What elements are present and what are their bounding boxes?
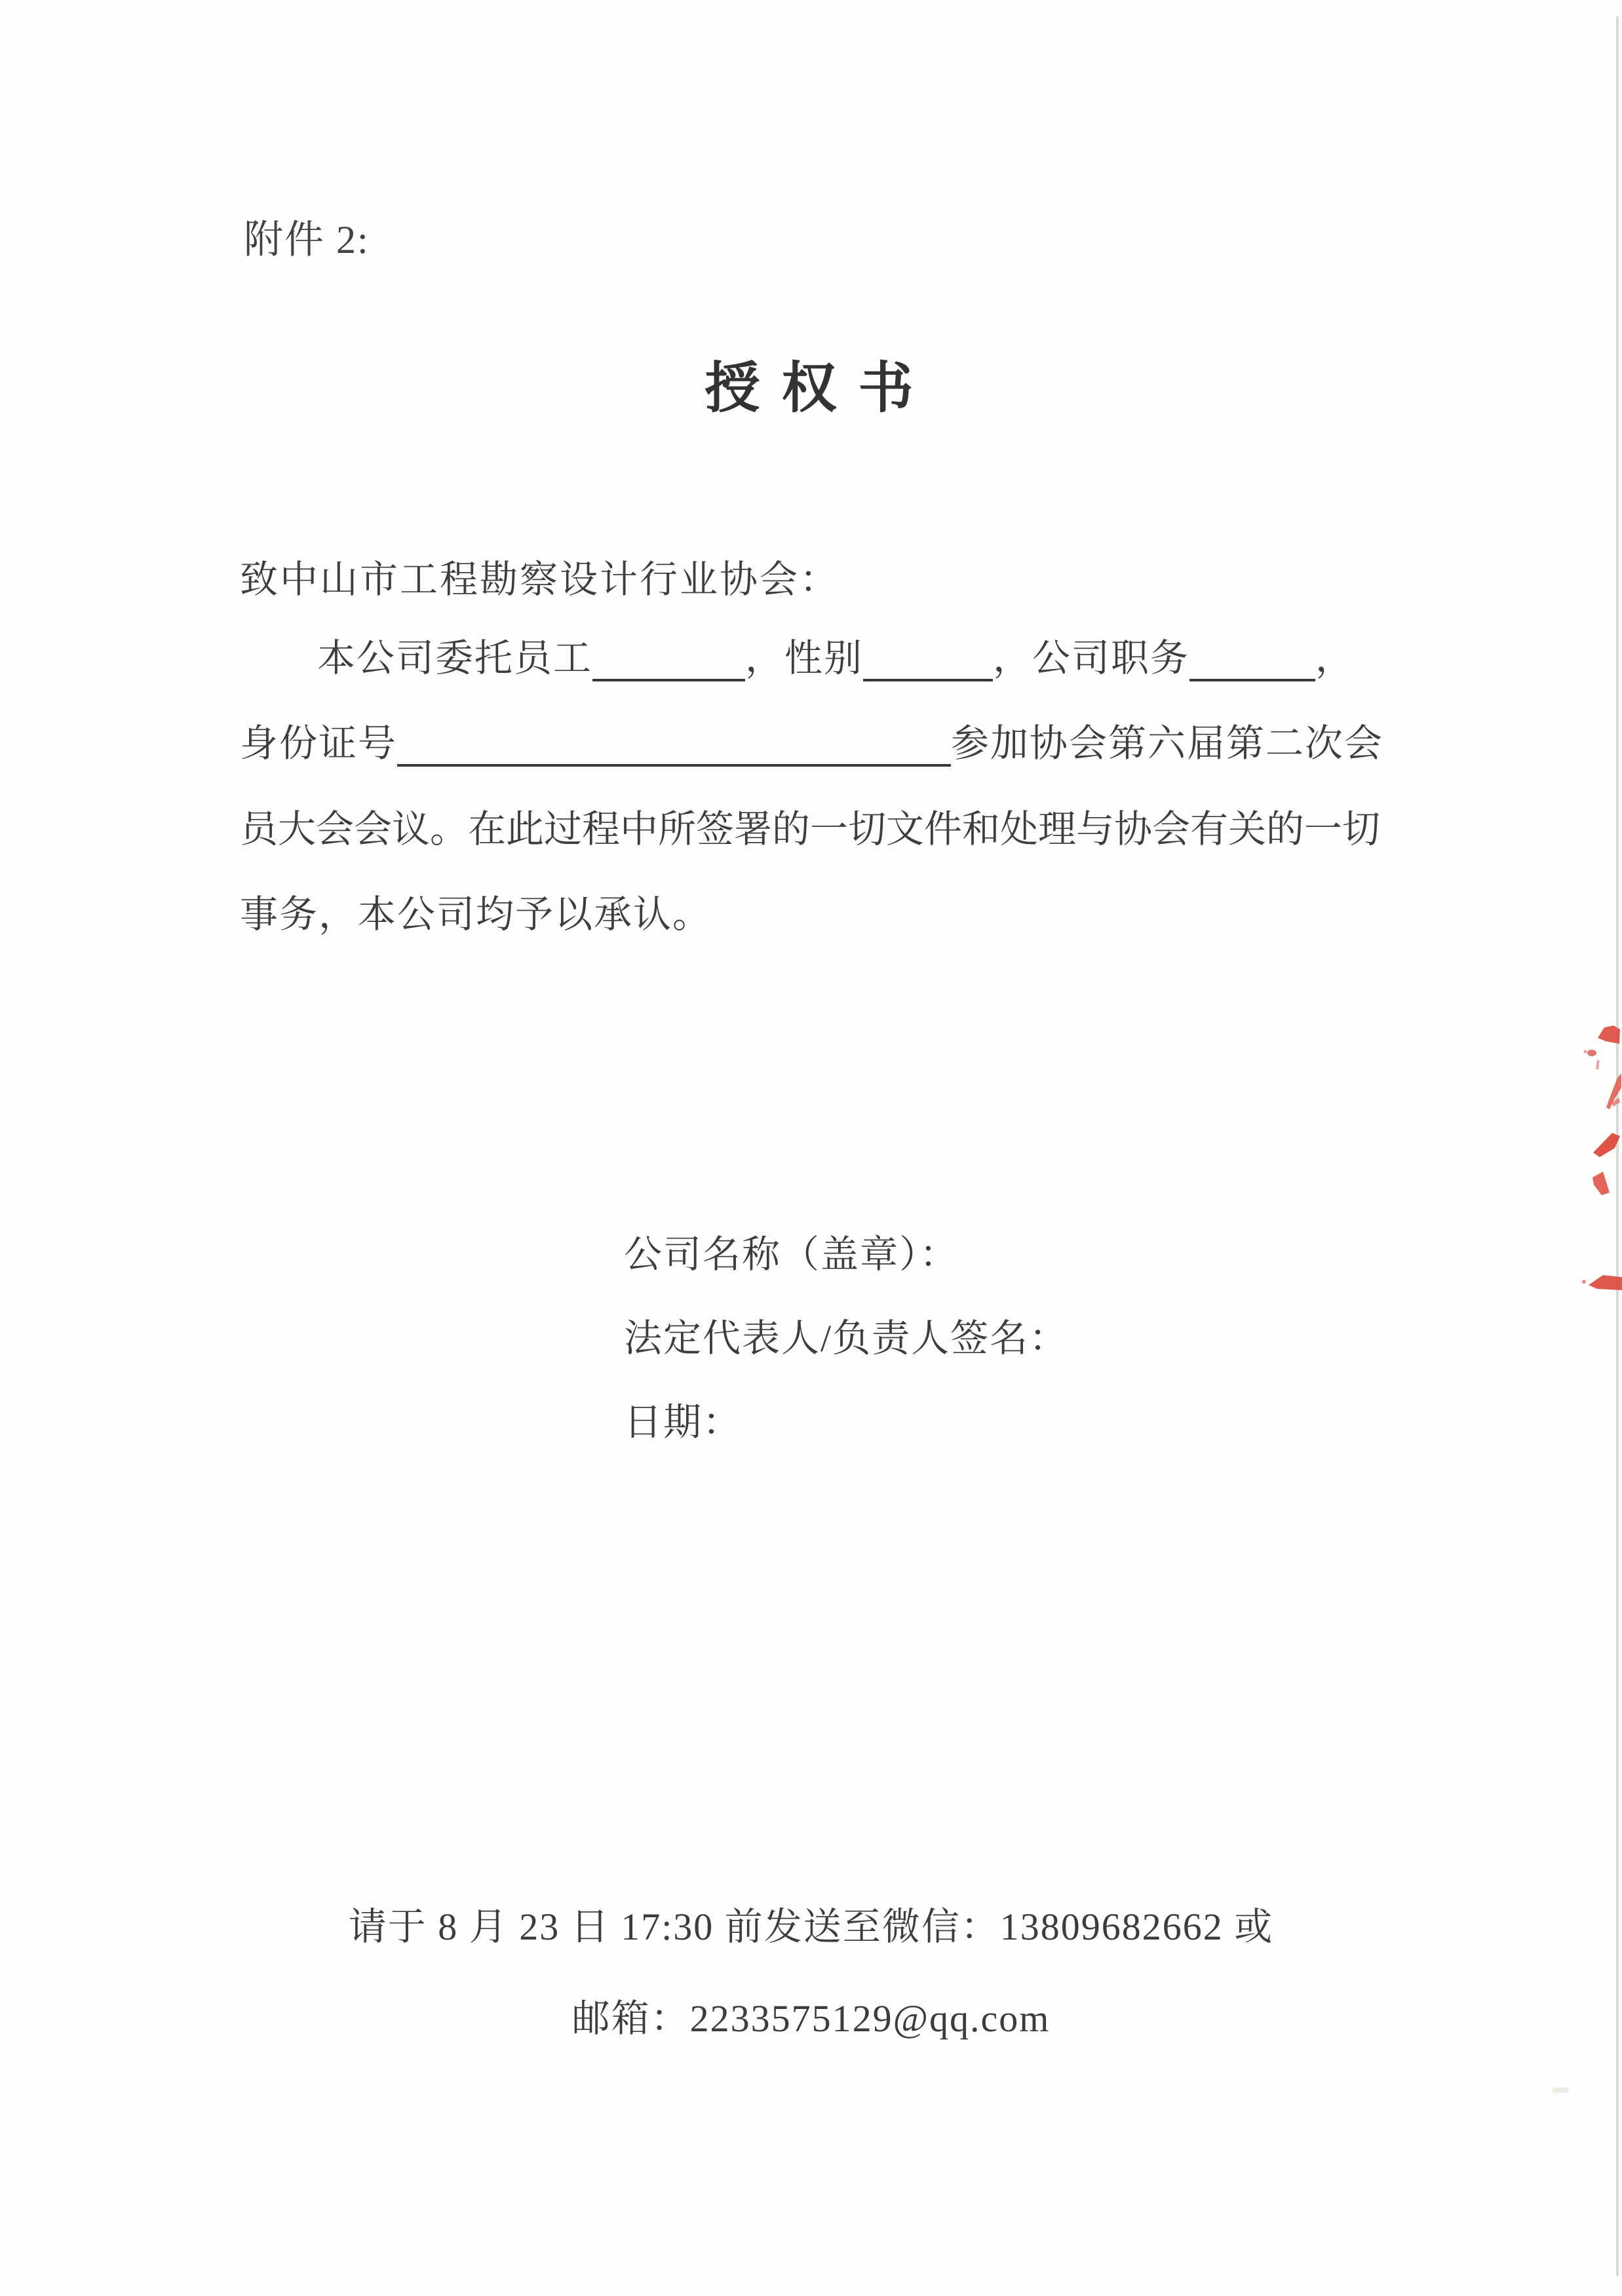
signature-company-seal: 公司名称（盖章）： [624, 1233, 959, 1276]
attachment-label: 附件 2: [244, 218, 370, 261]
meeting-suffix: 参加协会第六届第二次会 [951, 722, 1384, 765]
signature-representative: 法定代表人/负责人签名： [624, 1317, 1069, 1360]
signature-date: 日期： [624, 1401, 743, 1444]
document-title: 授 权 书 [705, 358, 917, 419]
delegate-prefix: 本公司委托员工 [317, 637, 593, 679]
body-line-id [240, 722, 1384, 765]
blank-position [1189, 643, 1315, 681]
trailing-comma: ， [1315, 637, 1355, 679]
gender-prefix: ，性别 [745, 637, 864, 679]
blank-id-number [397, 729, 951, 767]
body-line-5: 事务，本公司均予以承认。 [240, 893, 712, 936]
blank-employee-name [592, 643, 745, 681]
position-prefix: ，公司职务 [993, 637, 1190, 679]
scan-edge-line [1616, 16, 1619, 2276]
footer-email: 邮箱：2233575129@qq.com [571, 1997, 1051, 2040]
id-prefix: 身份证号 [240, 722, 398, 765]
scan-smudge [1552, 2088, 1569, 2093]
salutation: 致中山市工程勘察设计行业协会： [240, 558, 840, 601]
footer-deadline: 请于 8 月 23 日 17:30 前发送至微信：13809682662 或 [348, 1905, 1274, 1948]
body-line-delegate [317, 637, 1355, 679]
body-line-4: 员大会会议。在此过程中所签署的一切文件和处理与协会有关的一切 [240, 808, 1381, 851]
blank-gender [863, 643, 993, 681]
